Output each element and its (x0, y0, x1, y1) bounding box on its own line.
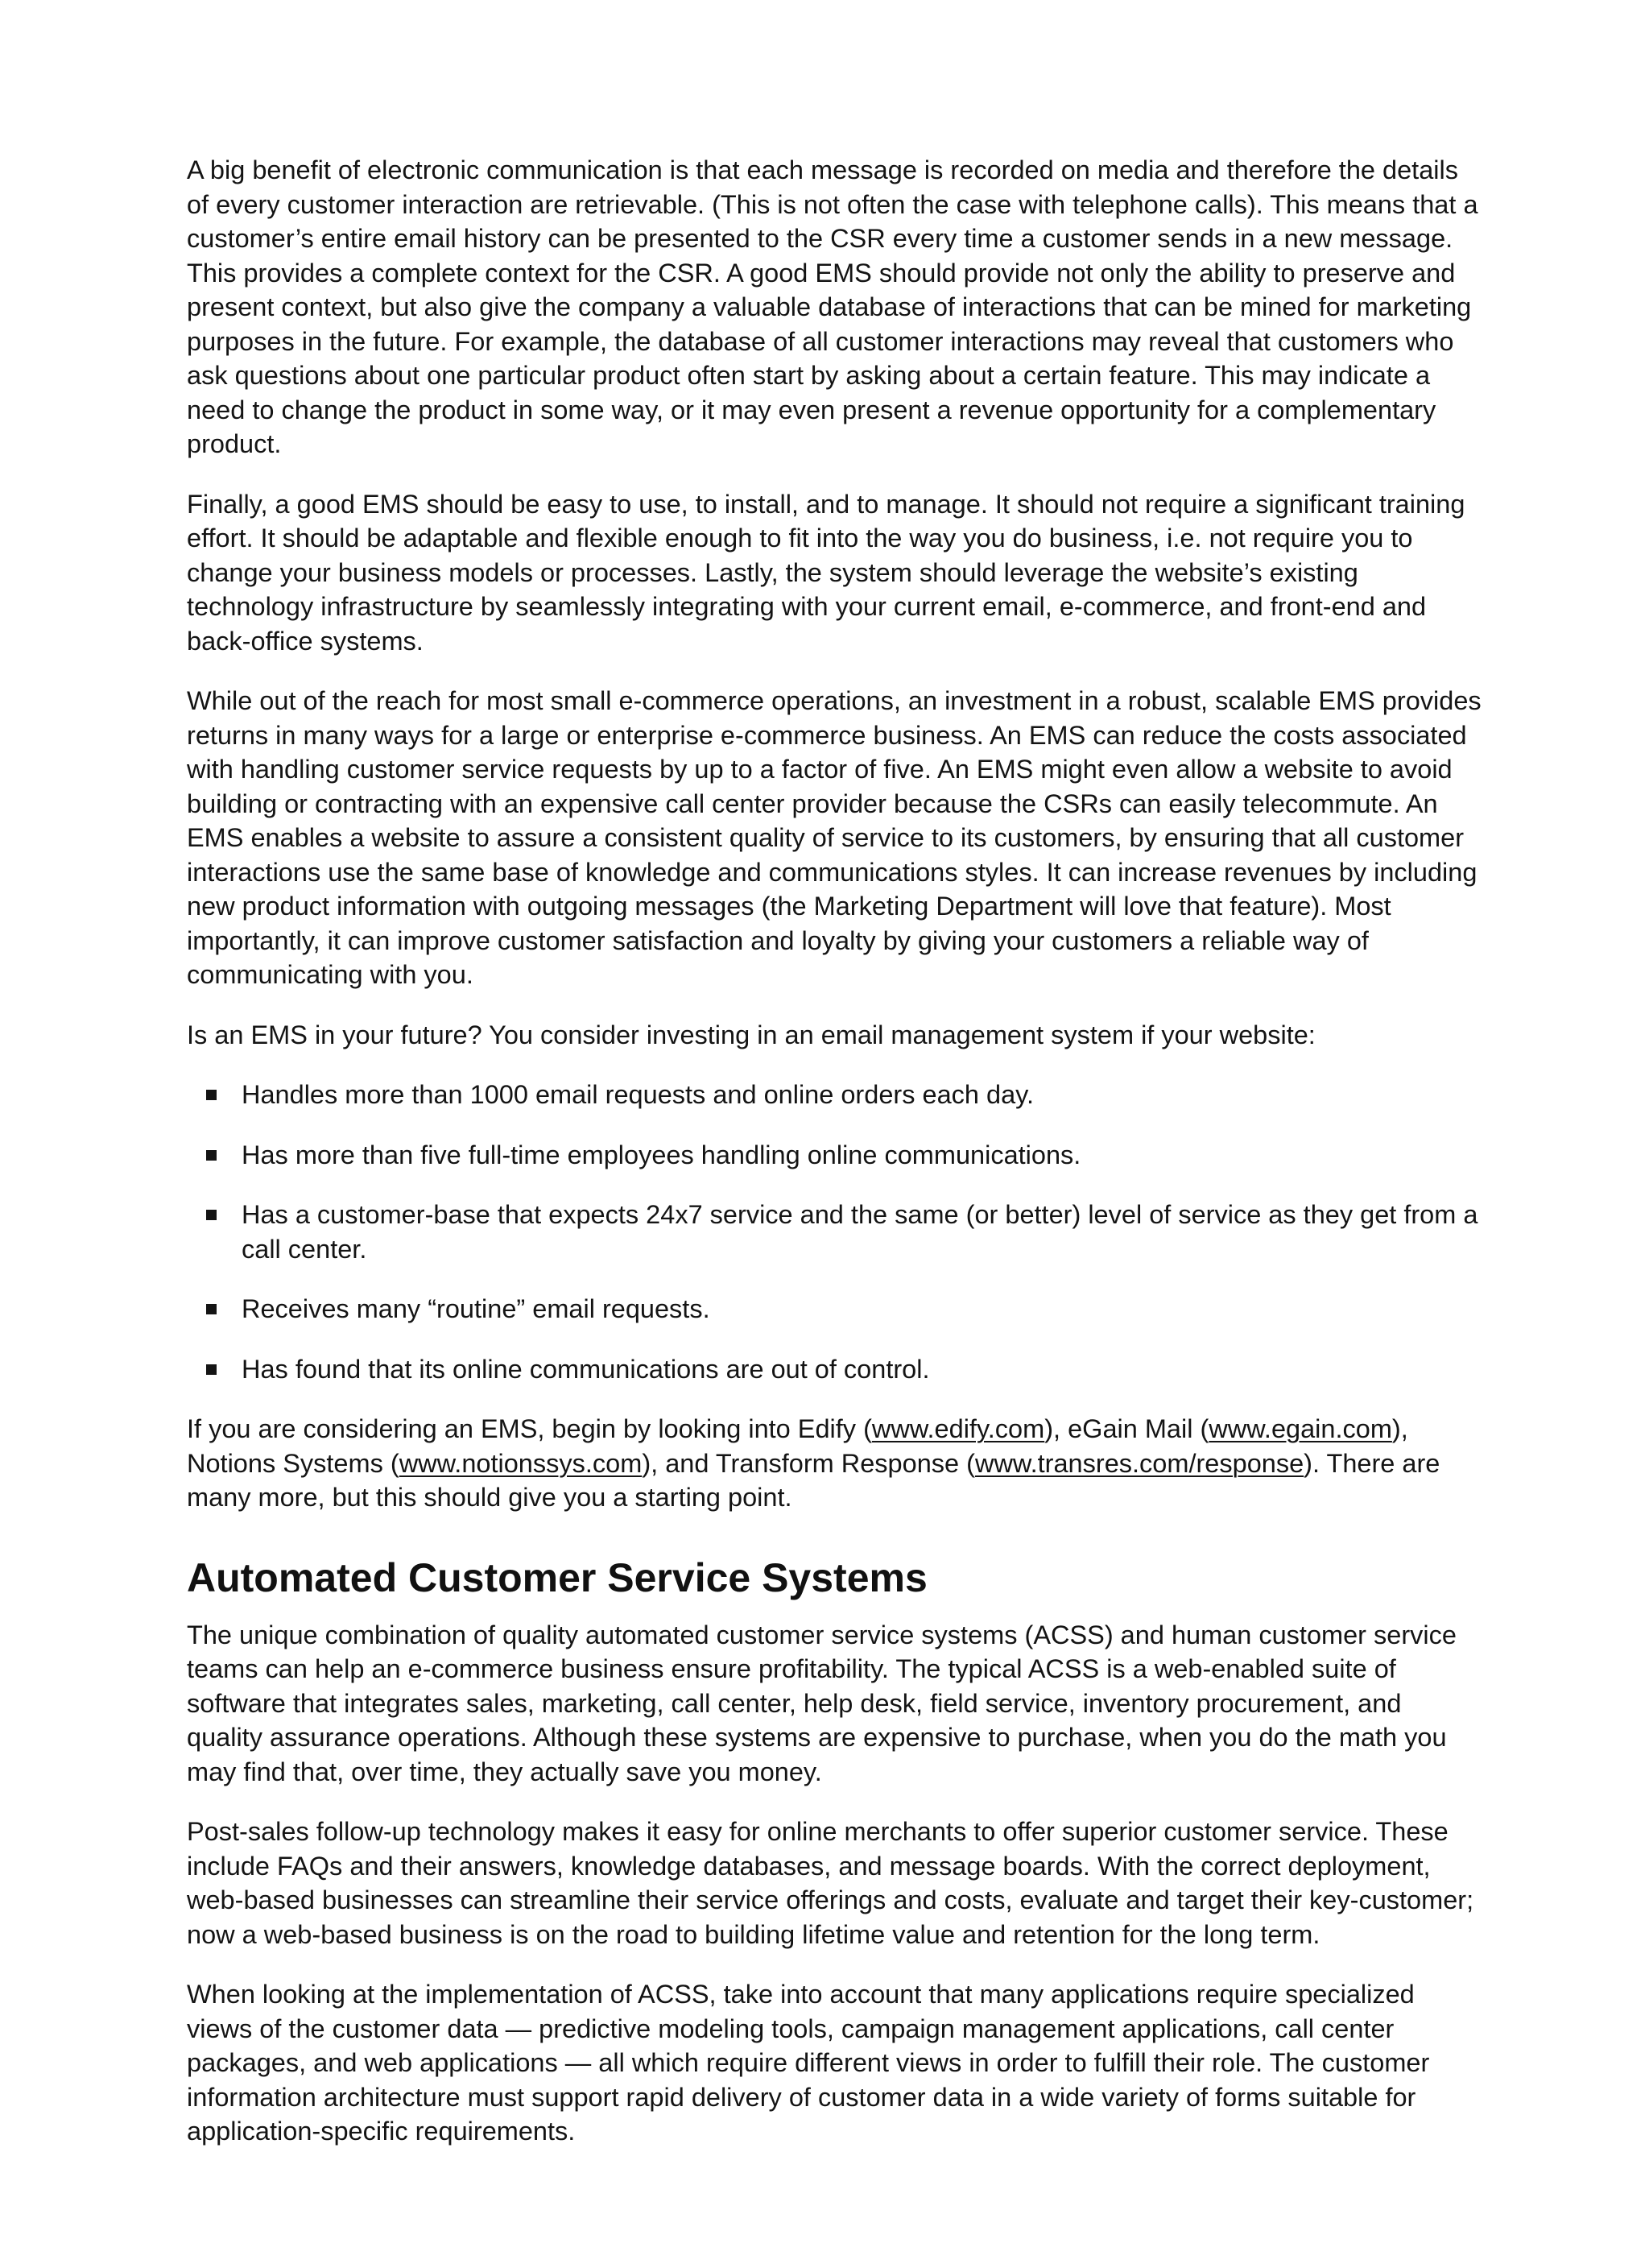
square-bullet-icon (206, 1304, 217, 1314)
link-notionssys[interactable]: www.notionssys.com (399, 1448, 643, 1478)
link-edify[interactable]: www.edify.com (871, 1414, 1045, 1443)
vendors-transform-text: ), and Transform Response ( (642, 1448, 975, 1478)
link-transres[interactable]: www.transres.com/response (974, 1448, 1304, 1478)
paragraph-email-history: A big benefit of electronic communication is that each message is recorded on media and therefore the details of every customer interaction are retrievable. (This is not often the case with telephone calls). This means that a customer’s entire email history can be presented to the CSR every time a customer sends in a new message. This provides a complete context for the CSR. A good EMS should provide not only the ability to preserve and present context, but also give the company a valuable database of interactions that can be mined for marketing purposes in the future. For example, the database of all customer interactions may reveal that customers who ask questions about one particular product often start by asking about a certain feature. This may indicate a need to change the product in some way, or it may even present a revenue opportunity for a complementary product. (187, 155, 1478, 458)
list-item-text: Receives many “routine” email requests. (242, 1294, 710, 1323)
list-item-text: Has found that its online communications are out of control. (242, 1354, 930, 1384)
paragraph-acss-implementation: When looking at the implementation of ACSS, take into account that many applications require specialized views of the customer data — predictive modeling tools, campaign management applications, call center packages, and web applications — all which require different views in order to fulfill their role. The customer information architecture must support rapid delivery of customer data in a wide variety of forms suitable for application-specific requirements. (187, 1980, 1430, 2146)
list-item (187, 1352, 1482, 1387)
paragraph-ems-returns: While out of the reach for most small e-commerce operations, an investment in a robust, scalable EMS provides returns in many ways for a large or enterprise e-commerce business. An EMS can reduce the costs associated with handling customer service requests by up to a factor of five. An EMS might even allow a website to avoid building or contracting with an expensive call center provider because the CSRs can easily telecommute. An EMS enables a website to assure a consistent quality of service to its customers, by ensuring that all customer interactions use the same base of knowledge and communications styles. It can increase revenues by including new product information with outgoing messages (the Marketing Department will love that feature). Most importantly, it can improve customer satisfaction and loyalty by giving your customers a reliable way of communicating with you. (187, 686, 1482, 989)
vendors-egain-text: ), eGain Mail ( (1044, 1414, 1209, 1443)
square-bullet-icon (206, 1150, 217, 1161)
paragraph-ems-future: Is an EMS in your future? You consider investing in an email management system if your website: (187, 1020, 1316, 1049)
paragraph-post-sales: Post-sales follow-up technology makes it easy for online merchants to offer superior customer service. These include FAQs and their answers, knowledge databases, and message boards. With the correct deployment, web-based businesses can streamline their service offerings and costs, evaluate and target their key-customer; now a web-based business is on the road to building lifetime value and retention for the long term. (187, 1817, 1474, 1949)
vendors-lead-text: If you are considering an EMS, begin by looking into Edify ( (187, 1414, 872, 1443)
list-item (187, 1078, 1482, 1112)
link-egain[interactable]: www.egain.com (1209, 1414, 1392, 1443)
paragraph-ease-of-use: Finally, a good EMS should be easy to use, to install, and to manage. It should not require a significant training effort. It should be adaptable and flexible enough to fit into the way you do business, i.e. not require you to change your business models or processes. Lastly, the system should leverage the website’s existing technology infrastructure by seamlessly integrating with your current email, e-commerce, and front-end and back-office systems. (187, 489, 1465, 656)
list-item (187, 1198, 1482, 1266)
section-heading: Automated Customer Service Systems (187, 1554, 928, 1600)
criteria-list (187, 1078, 1482, 1386)
square-bullet-icon (206, 1364, 217, 1375)
vendors-notions-text: ), Notions Systems ( (187, 1414, 1408, 1478)
list-item (187, 1292, 1482, 1326)
square-bullet-icon (206, 1090, 217, 1100)
list-item (187, 1138, 1482, 1173)
square-bullet-icon (206, 1210, 217, 1220)
list-item-text: Has a customer-base that expects 24x7 service and the same (or better) level of service as they get from a call center. (242, 1200, 1478, 1264)
paragraph-acss-intro: The unique combination of quality automated customer service systems (ACSS) and human customer service teams can help an e-commerce business ensure profitability. The typical ACSS is a web-enabled suite of software that integrates sales, marketing, call center, help desk, field service, inventory procurement, and quality assurance operations. Although these systems are expensive to purchase, when you do the math you may find that, over time, they actually save you money. (187, 1620, 1457, 1786)
list-item-text: Handles more than 1000 email requests and online orders each day. (242, 1080, 1035, 1109)
document-page (187, 153, 1482, 2175)
paragraph-vendors (187, 1412, 1482, 1515)
vendors-tail-text: ). There are many more, but this should give you a starting point. (187, 1448, 1440, 1512)
list-item-text: Has more than five full-time employees handling online communications. (242, 1140, 1081, 1169)
